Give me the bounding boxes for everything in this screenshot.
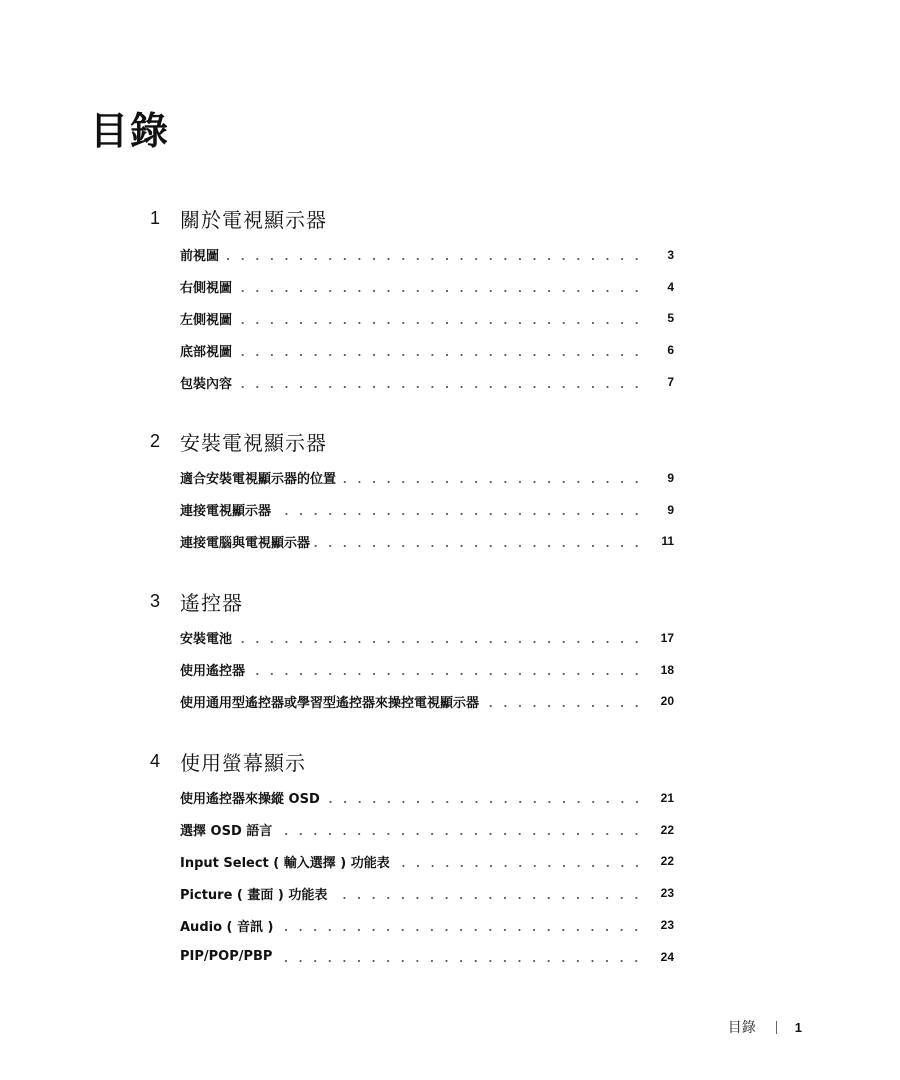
chapter-entries bbox=[150, 622, 674, 717]
toc-entry-label: 選擇 OSD 語言 bbox=[180, 824, 273, 840]
toc-entry-page: 24 bbox=[660, 949, 674, 964]
dot-leader bbox=[394, 865, 644, 867]
toc-entry-page: 3 bbox=[667, 247, 674, 262]
toc-entry[interactable] bbox=[180, 814, 674, 846]
dot-leader bbox=[236, 641, 644, 643]
toc-entry-label: Audio ( 音訊 ) bbox=[180, 919, 274, 935]
chapter-number: 3 bbox=[150, 590, 161, 611]
dot-leader bbox=[236, 354, 644, 356]
toc-entry[interactable] bbox=[180, 877, 674, 909]
toc-entry[interactable] bbox=[180, 782, 674, 814]
dot-leader bbox=[277, 929, 644, 931]
chapter-heading bbox=[150, 203, 674, 233]
toc-entry-page: 5 bbox=[667, 311, 674, 326]
toc-entry[interactable] bbox=[180, 334, 674, 366]
chapter-heading bbox=[150, 426, 674, 456]
toc-entry-label: PIP/POP/PBP bbox=[180, 949, 273, 965]
dot-leader bbox=[483, 705, 644, 707]
dot-leader bbox=[340, 481, 644, 483]
dot-leader bbox=[249, 673, 644, 675]
toc-entry[interactable] bbox=[180, 622, 674, 654]
toc-entry[interactable] bbox=[180, 271, 674, 303]
footer-title: 目錄 bbox=[727, 1020, 756, 1036]
dot-leader bbox=[236, 290, 644, 292]
chapter-heading bbox=[150, 746, 674, 776]
chapter-2 bbox=[150, 426, 674, 557]
toc-entry-label: 使用通用型遙控器或學習型遙控器來操控電視顯示器 bbox=[180, 695, 480, 711]
chapter-entries bbox=[150, 239, 674, 398]
toc-entry[interactable] bbox=[180, 366, 674, 398]
dot-leader bbox=[314, 545, 644, 547]
dot-leader bbox=[324, 801, 644, 803]
toc-entry-label: Picture ( 畫面 ) 功能表 bbox=[180, 887, 328, 903]
toc-entry-page: 11 bbox=[661, 534, 674, 549]
toc-entry-page: 18 bbox=[660, 662, 674, 677]
toc-entry[interactable] bbox=[180, 494, 674, 526]
chapter-number: 4 bbox=[150, 750, 161, 771]
dot-leader bbox=[236, 322, 644, 324]
toc-entry-label: 適合安裝電視顯示器的位置 bbox=[180, 472, 337, 488]
toc-entry-label: 使用遙控器 bbox=[180, 664, 246, 680]
chapter-number: 1 bbox=[150, 207, 161, 228]
dot-leader bbox=[275, 513, 644, 515]
toc-entry-page: 4 bbox=[667, 279, 674, 294]
toc-entry[interactable] bbox=[180, 526, 674, 558]
chapter-title[interactable]: 使用螢幕顯示 bbox=[180, 750, 306, 775]
toc-entry[interactable] bbox=[180, 941, 674, 973]
dot-leader bbox=[331, 897, 644, 899]
toc-entry-page: 21 bbox=[660, 790, 674, 805]
toc-entry[interactable] bbox=[180, 654, 674, 686]
toc-entry-label: 右側視圖 bbox=[180, 281, 233, 297]
toc-entry-page: 9 bbox=[667, 502, 674, 517]
chapter-1 bbox=[150, 203, 674, 398]
toc-entry[interactable] bbox=[180, 239, 674, 271]
chapter-heading bbox=[150, 586, 674, 616]
dot-leader bbox=[236, 386, 644, 388]
chapter-title[interactable]: 關於電視顯示器 bbox=[180, 207, 327, 232]
toc-entry-page: 22 bbox=[660, 854, 674, 869]
page-footer bbox=[728, 1016, 802, 1038]
chapter-number: 2 bbox=[150, 430, 161, 451]
toc-entry-page: 23 bbox=[660, 918, 674, 933]
chapter-3 bbox=[150, 586, 674, 717]
page-title: 目錄 bbox=[90, 109, 171, 153]
footer-divider bbox=[776, 1021, 777, 1034]
toc-entry-label: 左側視圖 bbox=[180, 312, 233, 328]
dot-leader bbox=[276, 833, 644, 835]
toc-entry-label: Input Select ( 輸入選擇 ) 功能表 bbox=[180, 855, 390, 871]
toc-entry-page: 22 bbox=[660, 822, 674, 837]
toc-entry-label: 底部視圖 bbox=[180, 344, 233, 360]
toc-entry[interactable] bbox=[180, 686, 674, 718]
footer-page-number: 1 bbox=[794, 1019, 802, 1035]
toc-entry[interactable] bbox=[180, 909, 674, 941]
chapter-title[interactable]: 遙控器 bbox=[180, 590, 243, 615]
toc-entry[interactable] bbox=[180, 846, 674, 878]
toc-entry-page: 17 bbox=[660, 630, 674, 645]
toc-entry-label: 包裝內容 bbox=[180, 376, 233, 392]
toc-entry-page: 23 bbox=[660, 886, 674, 901]
dot-leader bbox=[223, 258, 644, 260]
chapter-entries bbox=[150, 462, 674, 557]
dot-leader bbox=[276, 960, 644, 962]
chapter-title[interactable]: 安裝電視顯示器 bbox=[180, 430, 327, 455]
chapter-entries bbox=[150, 782, 674, 973]
toc-entry-page: 6 bbox=[667, 343, 674, 358]
toc-entry[interactable] bbox=[180, 303, 674, 335]
toc-entry-label: 使用遙控器來操縱 OSD bbox=[180, 792, 320, 808]
toc-entry-label: 連接電視顯示器 bbox=[180, 504, 272, 520]
toc-entry-page: 7 bbox=[667, 375, 674, 390]
toc-entry-label: 前視圖 bbox=[180, 249, 220, 265]
chapter-4 bbox=[150, 746, 674, 973]
toc-entry-page: 20 bbox=[660, 694, 674, 709]
toc-entry-label: 安裝電池 bbox=[180, 632, 233, 648]
toc-entry-page: 9 bbox=[667, 470, 674, 485]
toc-entry[interactable] bbox=[180, 462, 674, 494]
toc-entry-label: 連接電腦與電視顯示器 bbox=[180, 535, 311, 551]
